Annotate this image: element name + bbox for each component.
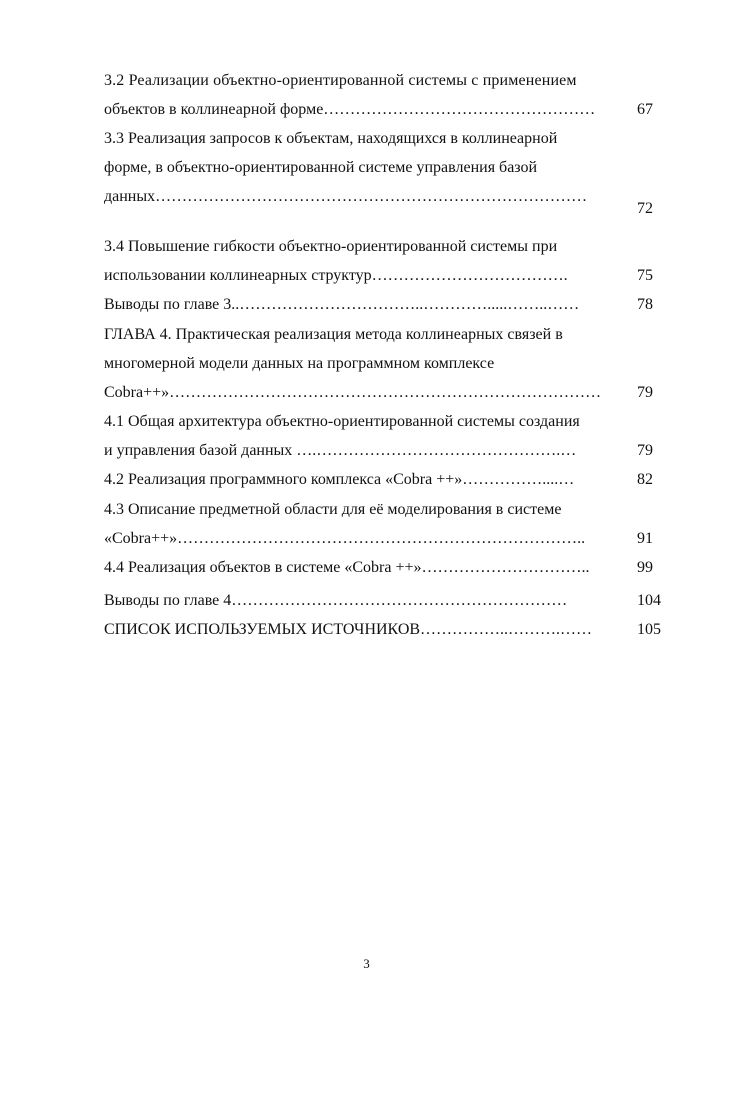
toc-entry-chapter-4-page: 79	[637, 384, 653, 401]
toc-entry-chapter-4-line-2: многомерной модели данных на программном комплексе	[104, 355, 495, 372]
toc-entry-3-4-line-2: использовании коллинеарных структур……………………………….	[104, 267, 568, 284]
toc-entry-references: СПИСОК ИСПОЛЬЗУЕМЫХ ИСТОЧНИКОВ……………..……….……	[104, 621, 593, 638]
page-number: 3	[363, 956, 370, 971]
toc-entry-3-4-line-1: 3.4 Повышение гибкости объектно-ориентированной системы при	[104, 238, 558, 255]
toc-entry-4-3-page: 91	[637, 530, 653, 547]
toc-entry-4-1-page: 79	[637, 442, 653, 459]
toc-entry-chapter-4-line-3: Cobra++»………………………………………………………………………	[104, 384, 602, 401]
toc-entry-4-3-line-2: «Cobra++»…………………………………………………………………..	[104, 530, 586, 547]
toc-entry-4-3-line-1: 4.3 Описание предметной области для её моделирования в системе	[104, 501, 562, 518]
toc-entry-3-3-page: 72	[637, 200, 653, 217]
toc-entry-4-1-line-2: и управления базой данных ….……………………………………….…	[104, 442, 577, 459]
toc-entry-4-2-page: 82	[637, 471, 653, 488]
toc-entry-4-4: 4.4 Реализация объектов в системе «Cobra ++»…………………………..	[104, 559, 590, 576]
toc-entry-3-3-line-1: 3.3 Реализация запросов к объектам, находящихся в коллинеарной	[104, 130, 558, 147]
toc-entry-conclusions-3: Выводы по главе 3..……………………………..………….....……..……	[104, 296, 580, 313]
toc-entry-conclusions-4-page: 104	[637, 592, 661, 609]
toc-entry-references-page: 105	[637, 621, 661, 638]
toc-entry-3-3-line-2: форме, в объектно-ориентированной системе управления базой	[104, 159, 538, 176]
toc-entry-chapter-4-line-1: ГЛАВА 4. Практическая реализация метода коллинеарных связей в	[104, 326, 563, 343]
toc-entry-3-2-page: 67	[637, 101, 653, 118]
toc-entry-3-3-line-3: данных………………………………………………………………………	[104, 188, 588, 205]
toc-entry-4-4-page: 99	[637, 559, 653, 576]
toc-entry-3-2-line-2: объектов в коллинеарной форме……………………………………………	[104, 101, 596, 118]
toc-entry-4-2: 4.2 Реализация программного комплекса «Cobra ++»……………....…	[104, 471, 575, 488]
toc-entry-conclusions-3-page: 78	[637, 296, 653, 313]
toc-entry-3-2-line-1: 3.2 Реализации объектно-ориентированной системы с применением	[104, 72, 577, 89]
toc-entry-4-1-line-1: 4.1 Общая архитектура объектно-ориентированной системы создания	[104, 413, 580, 430]
toc-entry-3-4-page: 75	[637, 267, 653, 284]
toc-entry-conclusions-4: Выводы по главе 4………………………………………………………	[104, 592, 568, 609]
